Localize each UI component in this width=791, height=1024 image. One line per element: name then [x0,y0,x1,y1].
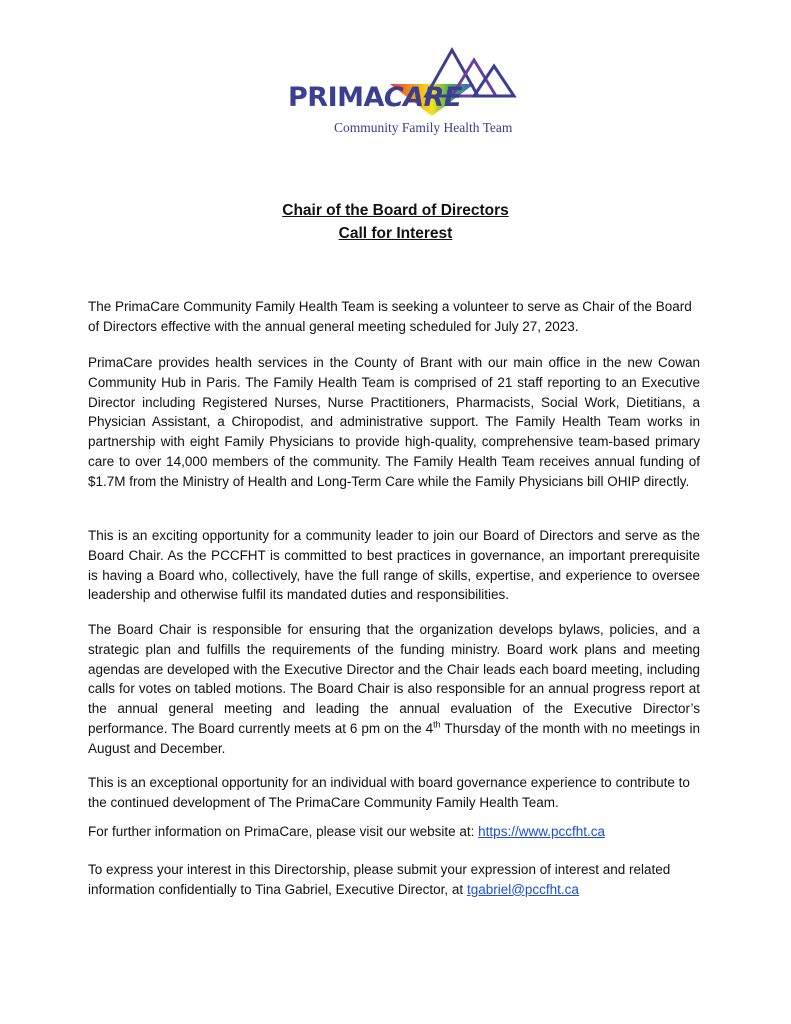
paragraph-website: For further information on PrimaCare, please visit our website at: https://www.pccfht.ca [88,824,605,839]
paragraph-responsibilities: The Board Chair is responsible for ensuring that the organization develops bylaws, policies, and a strategic plan and fulfills the requirements of the funding ministry. Board work plans and meeting agendas are developed with the Executive Director and the Chair leads each board meeting, including calls for votes on tabled motions. The Board Chair is also responsible for an annual progress report at the annual general meeting and leading the annual evaluation of the Executive Director’s performance. The Board currently meets at 6 pm on the 4th Thursday of the month with no meetings in August and December. [88,622,700,756]
logo-wordmark: PRIMACARE [288,82,462,113]
title-line-2: Call for Interest [338,225,453,242]
paragraph-contact: To express your interest in this Directorship, please submit your expression of interest and related information confidentially to Tina Gabriel, Executive Director, at tgabriel@pccfht.ca [88,862,671,897]
website-link[interactable]: https://www.pccfht.ca [478,824,605,839]
primacare-logo [280,44,520,140]
paragraph-exceptional: This is an exceptional opportunity for an individual with board governance experience to contribute to the continued development of The PrimaCare Community Family Health Team. [88,775,690,810]
paragraph-opportunity: This is an exciting opportunity for a community leader to join our Board of Directors and serve as the Board Chair. As the PCCFHT is committed to best practices in governance, an important prerequisite is having a Board who, collectively, have the full range of skills, expertise, and experience to oversee leadership and otherwise fulfil its mandated duties and responsibilities. [88,528,700,603]
paragraph-about: PrimaCare provides health services in the County of Brant with our main office in the new Cowan Community Hub in Paris. The Family Health Team is comprised of 21 staff reporting to an Executive Director including Registered Nurses, Nurse Practitioners, Pharmacists, Social Work, Dietitians, a Physician Assistant, a Chiropodist, and administrative support. The Family Health Team works in partnership with eight Family Physicians to provide high-quality, comprehensive team-based primary care to over 14,000 members of the community. The Family Health Team receives annual funding of $1.7M from the Ministry of Health and Long-Term Care while the Family Physicians bill OHIP directly. [88,355,700,489]
paragraph-intro: The PrimaCare Community Family Health Team is seeking a volunteer to serve as Chair of the Board of Directors effective with the annual general meeting scheduled for July 27, 2023. [88,299,692,334]
email-link[interactable]: tgabriel@pccfht.ca [466,881,579,897]
logo-tagline: Community Family Health Team [334,120,513,135]
document-title [0,199,791,245]
title-line-1: Chair of the Board of Directors [282,202,509,219]
